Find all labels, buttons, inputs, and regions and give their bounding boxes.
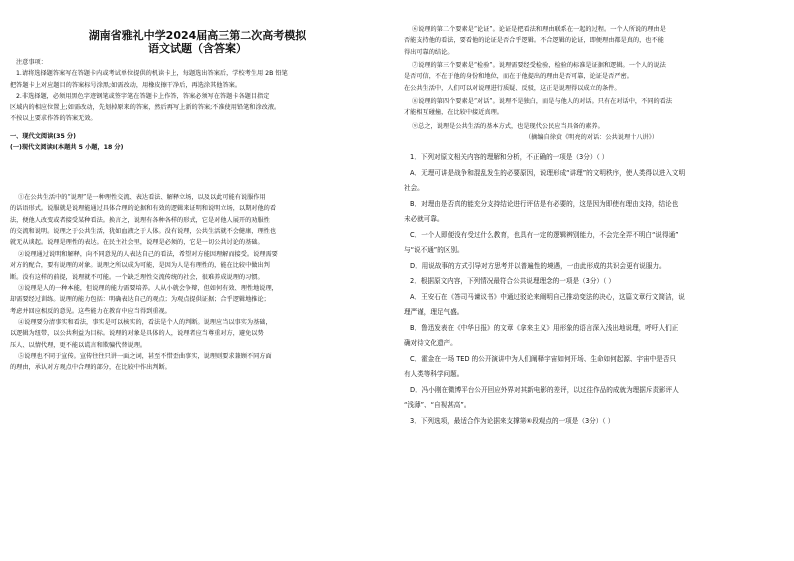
text-line: 就无从谈起。说理是理性的表达。在民主社会里，说理是必须的，它是一切公共讨论的基础。	[10, 239, 264, 247]
option-c: C．霍金在一场 TED 的公开演讲中为人们阐释宇宙如何开场、生命如何起源、宇宙中是否只	[410, 354, 677, 363]
option-c-cont: 有人类等科学问题。	[404, 370, 464, 378]
paragraph-2	[10, 249, 385, 283]
note-line: 1.请将选择题答案写在答题卡内或考试单位提供的机读卡上，每题选出答案后，学校考生用 2B 铅笔	[16, 70, 288, 78]
option-d: D．用说故事的方式引导对方思考并以普遍性的境遇，一由此形成的共识会更有说服力。	[410, 261, 666, 270]
option-a-cont: 理严谨，理足气盛。	[404, 308, 464, 316]
option-b-cont: 确对待文化遗产。	[404, 339, 457, 347]
text-line: ⑥说理的第二个要素是“论证”。论证是把看法和理由联系在一起的过程。一个人所说的理由是	[412, 26, 666, 33]
note-line: 把答题卡上对应题目的答案标号涂黑;如需改动，用橡皮擦干净后，再选涂其他答案。	[10, 81, 242, 89]
exam-subtitle: 语文试题（含答案）	[148, 42, 247, 55]
notes-heading: 注意事项：	[16, 59, 47, 66]
option-d-cont: “浅薄”、“自视甚高”。	[404, 401, 471, 409]
subsection-heading: (一)现代文阅读Ⅰ(本题共 5 小题，18 分)	[10, 144, 124, 152]
text-line: 却需要经过训练。说理的能力包括：明确表达自己的观点；为观点提供证据；合乎逻辑地推论；	[10, 296, 270, 304]
left-column	[10, 0, 385, 561]
text-line: 在公共生活中，人们可以对说理进行质疑、反驳，这正是说理得以成立的条件。	[404, 84, 621, 92]
question-stem: 3．下列选项，最适合作为论据来支撑第⑥段观点的一项是（3分）（ ）	[410, 417, 615, 425]
text-line: 断。没有这样的前提，说理就不可能。一个缺乏理性交流传统的社会，很难养成说理的习惯。	[10, 273, 264, 281]
text-line: 考虑并回应相反的意见。这些能力在教育中应当得到重视。	[10, 307, 171, 315]
text-line: ⑧说理的第四个要素是“对话”。说理不是独白，而是与他人的对话。只有在对话中，不同的看法	[412, 98, 673, 105]
paragraph-9	[404, 121, 779, 144]
text-line: 是否可信，不在于他的身份和地位，而在于他提出的理由是否可靠，论证是否严密。	[404, 73, 633, 81]
text-line: ⑦说理的第三个要素是“检验”。说理需要经受检验，检验的标准是证据和逻辑。一个人的说法	[412, 62, 666, 69]
text-line: 压人、以情代理，更不能以谎言和欺骗代替说理。	[10, 341, 147, 349]
option-b: B．鲁迅发表在《中华日报》的文章《拿来主义》用形象的语言深入浅出地说理，呼吁人们正	[410, 323, 679, 332]
question-3	[404, 414, 779, 430]
text-line: 对方的配合，要有说理的对象。说理之所以成为可能，是因为人是有理性的，能在比较中做出判	[10, 262, 270, 270]
notes-block	[10, 57, 385, 153]
text-line: ③说理是人的一种本能，但说理的能力需要培养。人从小就会争辩，但如何有效、理性地说理，	[18, 285, 278, 292]
note-line: 区域内的相应位置上;如需改动，先划掉原来的答案，然后再写上新的答案;不准使用铅笔和涂改液。	[10, 104, 281, 112]
question-stem: 2．根据原文内容，下列情况最符合公共说理理念的一项是（3分）（ ）	[410, 277, 615, 285]
paragraph-8	[404, 96, 779, 119]
paragraph-1	[10, 192, 385, 248]
option-a-cont: 社会。	[404, 184, 424, 192]
text-line: 得出可靠的结论。	[404, 48, 454, 56]
question-1	[404, 150, 779, 274]
question-2	[404, 274, 779, 414]
option-b: B．对理由是否真的能充分支持结论进行评估是有必要的，这是因为即使有理由支持，结论也	[410, 199, 679, 208]
option-d: D．冯小刚在微博平台公开回应外界对其新电影的差评，以过往作品的成就为理据斥责影评人	[410, 385, 679, 394]
paragraph-5	[10, 351, 385, 374]
note-line: 不按以上要求作答的答案无效。	[10, 115, 97, 123]
option-c: C．一个人即便没有受过什么教育，也具有一定的逻辑辨别能力，不会完全弄不明白“说得通”	[410, 230, 679, 239]
text-line: ①在公共生活中的“说理”是一种理性交流、表达看法、解释立场，以及以此可能有说服作用	[18, 194, 266, 201]
paragraph-4	[10, 317, 385, 351]
note-line: 2.非选择题，必须用黑色字迹钢笔或签字笔在答题卡上作答，答案必须写在答题卡各题目指定	[16, 92, 270, 100]
text-line: ⑤说理也不同于宣传。宣传往往只讲一面之词，甚至不惜歪曲事实，说理则要求兼顾不同方面	[18, 353, 272, 360]
text-line: 否能支持他的看法，要看他的论证是否合乎逻辑。不合逻辑的论证，即便理由都是真的，也不能	[404, 37, 664, 45]
option-c-cont: 与“说不通”的区别。	[404, 246, 464, 254]
text-line: ⑨总之，说理是公共生活的基本方式，也是现代公民应当具备的素养。	[412, 123, 604, 130]
question-stem: 1．下列对原文相关内容的理解和分析，不正确的一项是（3分）（ ）	[410, 153, 609, 161]
paragraph-6	[404, 24, 779, 58]
text-line: 的理由，承认对方观点中合理的部分，在比较中作出判断。	[10, 364, 171, 372]
text-line: 的交流和说明。说理之于公共生活，犹如血液之于人体。没有说理，公共生活就不会健康，理性也	[10, 227, 277, 235]
section-heading: 一、现代文阅读(35 分)	[10, 132, 76, 140]
option-b-cont: 未必就可靠。	[404, 215, 444, 223]
paragraph-3	[10, 283, 385, 317]
text-line: 的话语形式。说服就是说理能通过具体合理的论据和有效的逻辑来证明和说明立场，以期对他的看	[10, 205, 277, 213]
text-line: 才能相互碰撞，在比较中接近真理。	[404, 109, 503, 117]
text-line: 法，便他人改变或者接受某种看法。换言之，说理有各种各样的形式，它是对他人展开的劝服性	[10, 216, 270, 224]
text-line: ②说理通过说明和解释，向不同意见的人表达自己的看法，希望对方能因理解而接受。说理需要	[18, 251, 278, 258]
text-line: ④说理要分清事实和看法，事实是可以核实的，看法是个人的判断。说理应当以事实为基础，	[18, 319, 272, 326]
exam-title: 湖南省雅礼中学2024届高三第二次高考模拟	[88, 29, 307, 42]
option-a: A．无理可讲是战争和混乱发生的必要原因，说理形成“讲理”的文明秩序，使人类得以进入文明	[410, 168, 686, 177]
option-a: A．王安石在《答司马谏议书》中通过驳论来阐明自己推动变法的决心，这篇文章行文简洁，说	[410, 292, 685, 301]
paragraph-7	[404, 60, 779, 94]
source-attribution: （摘编自徐贲《明亮的对话：公共说理十八讲》）	[524, 134, 659, 142]
text-line: 以逻辑为纽带，以公共利益为目标。说理的对象是具体的人，说理者应当尊重对方，避免以势	[10, 330, 264, 338]
right-column	[404, 0, 779, 561]
